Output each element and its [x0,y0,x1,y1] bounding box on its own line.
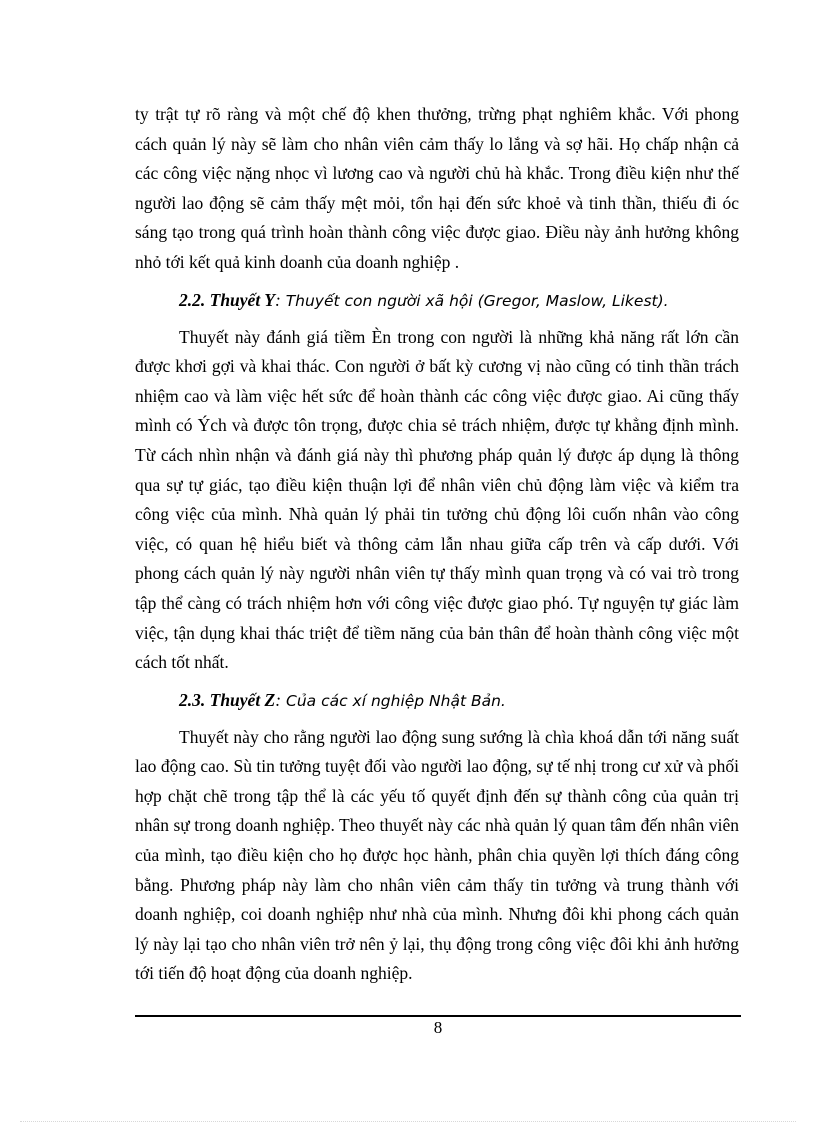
section-heading-theory-z [135,684,739,717]
section-heading-theory-y [135,284,739,317]
spacer [135,278,739,282]
section-subtitle: Thuyết con người xã hội (Gregor, Maslow, Likest). [280,291,669,310]
page-body [135,100,739,989]
page-number: 8 [433,1018,443,1037]
spacer [135,678,739,682]
section-label: 2.3. Thuyết Z [179,689,276,710]
section-body-theory-z: Thuyết này cho rằng người lao động sung sướng là chìa khoá dẫn tới năng suất lao động cao. Sù tin tưởng tuyệt đối vào người lao động, sự tế nhị trong cư xử và phối hợp chặt chẽ trong tập thể là các yếu tố quyết định đến sự thành công của quản trị nhân sự trong doanh nghiệp. Theo thuyết này các nhà quản lý quan tâm đến nhân viên của mình, tạo điều kiện cho họ được học hành, phân chia quyền lợi thích đáng công bằng. Phương pháp này làm cho nhân viên cảm thấy tin tưởng và trung thành với doanh nghiệp, coi doanh nghiệp như nhà của mình. Nhưng đôi khi phong cách quản lý này lại tạo cho nhân viên trở nên ỷ lại, thụ động trong công việc đôi khi ảnh hưởng tới tiến độ hoạt động của doanh nghiệp. [135,726,739,984]
section-subtitle: Của các xí nghiệp Nhật Bản. [281,691,506,710]
section-separator: : [275,689,282,710]
page-edge-divider [20,1121,796,1122]
intro-paragraph: ty trật tự rõ ràng và một chế độ khen thưởng, trừng phạt nghiêm khắc. Với phong cách quản lý này sẽ làm cho nhân viên cảm thấy lo lắng và sợ hãi. Họ chấp nhận cả các công việc nặng nhọc vì lương cao và người chủ hà khắc. Trong điều kiện như thế người lao động sẽ cảm thấy mệt mỏi, tổn hại đến sức khoẻ và tinh thần, thiếu đi óc sáng tạo trong quá trình hoàn thành công việc được giao. Điều này ảnh hưởng không nhỏ tới kết quả kinh doanh của doanh nghiệp . [135,104,739,272]
section-label: 2.2. Thuyết Y [179,289,275,310]
section-body-theory-y: Thuyết này đánh giá tiềm Èn trong con người là những khả năng rất lớn cần được khơi gợi và khai thác. Con người ở bất kỳ cương vị nào cũng có tinh thần trách nhiệm cao và làm việc hết sức để hoàn thành các công việc được giao. Ai cũng thấy mình có Ých và được tôn trọng, được chia sẻ trách nhiệm, được tự khẳng định mình. Từ cách nhìn nhận và đánh giá này thì phương pháp quản lý được áp dụng là thông qua sự tự giác, tạo điều kiện thuận lợi để nhân viên chủ động làm việc và kiểm tra công việc của mình. Nhà quản lý phải tin tưởng chủ động lôi cuốn nhân vào công việc, có quan hệ hiểu biết và thông cảm lẫn nhau giữa cấp trên và cấp dưới. Với phong cách quản lý này người nhân viên tự thấy mình quan trọng và có vai trò trong tập thể càng có trách nhiệm hơn với công việc được giao phó. Tự nguyện tự giác làm việc, tận dụng khai thác triệt để tiềm năng của bản thân để hoàn thành công việc một cách tốt nhất. [135,326,739,673]
section-separator: : [274,289,281,310]
